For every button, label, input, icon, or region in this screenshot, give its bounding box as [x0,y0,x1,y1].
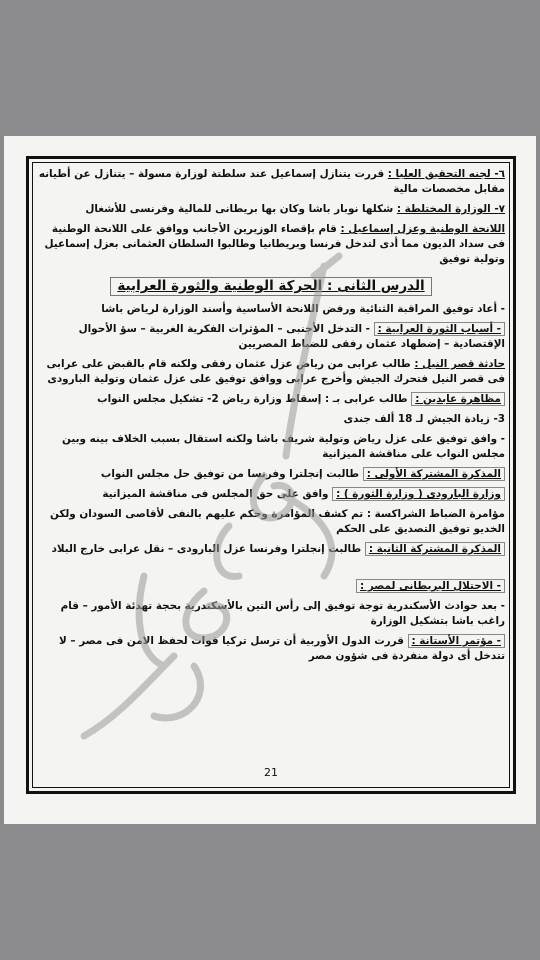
line-heading: المذكرة المشتركة الثانية : [365,542,505,556]
lesson-title: الدرس الثانى : الحركة الوطنية والثورة العرابية [110,277,431,296]
line-heading: حادثة قصر النيل : [414,358,505,370]
line-text: مؤامرة الضباط الشراكسة : تم كشف المؤامرة وحكم عليهم بالنفى لأقاصى السودان ولكن الخديو توفيق التصديق على الحكم [49,508,505,535]
line-text: 3- زيادة الجيش لـ 18 ألف جندى [343,413,505,425]
line-heading: ٧- الوزارة المختلطة : [396,203,505,215]
line-first-joint-note [37,467,505,482]
document-page [4,136,536,824]
line-text: طالب عرابى بـ : إسقاط وزارة رياض 2- تشكيل مجلس النواب [97,393,408,405]
line-text: قام بإقصاء الوزيرين الأجانب ووافق على اللانحة الوطنية فى سداد الديون مما أدى لتدخل فرنسا وبريطانيا وطالبوا السلطان العثمانى بعزل إسماعيل وتولية توفيق [44,223,505,265]
line-heading: المذكرة المشتركة الأولى : [363,467,505,481]
line-text: - التدخل الأجنبى – المؤثرات الفكرية الغربية – سؤ الأحوال الإقتصادية – إضطهاد عثمان رفقى للضباط المصريين [78,323,505,350]
line-heading: وزارة البارودى ( وزارة الثورة ) : [332,487,505,501]
line-heading: - أسباب الثورة العرابية : [374,322,505,336]
line-text: طالب عرابى من رياض عزل عثمان رفقى ولكنه قام بالقبض على عرابى فى قصر النيل فتحرك الجيش وأخرج عرابى ووافق توفيق على عزل عثمان وتولية البارودى [46,358,505,385]
line-text: قررت يتنازل إسماعيل عند سلطتة لوزارة مسولة – يتنازل عن أطيانه مقابل مخصصات مالية [38,168,505,195]
line-text: - أعاد توفيق المراقبة الثنائية ورفض اللانحة الأساسية وأسند الوزارة لرياض باشا [101,303,505,315]
line-text: وافق على حق المجلس فى مناقشة الميزانية [102,488,329,500]
line-revolution-causes [37,322,505,352]
section-occupation [37,579,505,594]
line-text: شكلها نوبار باشا وكان بها بريطانى للمالية وفرنسى للأشغال [85,203,394,215]
page-content [37,167,505,751]
line-sherif-ministry [37,432,505,462]
line-text: طالبت إنجلترا وفرنسا عزل البارودى – نقل عرابى خارج البلاد [51,543,362,555]
bottom-dark-margin [0,824,540,960]
section-heading: - الاحتلال البريطانى لمصر : [356,579,505,593]
line-heading: مظاهرة عابدين : [411,392,505,406]
line-baroudi-ministry [37,487,505,502]
line-text: طالبت إنجلترا وفرنسا من توفيق حل مجلس النواب [100,468,360,480]
line-istanbul-conference [37,634,505,664]
line-qasr-el-nil [37,357,505,387]
line-heading: - مؤتمر الأستانة : [408,634,505,648]
line-tawfiq-restored [37,302,505,317]
page-number: 21 [264,766,278,779]
line-mixed-ministry [37,202,505,217]
line-heading: اللانحة الوطنية وعزل إسماعيل : [340,223,505,235]
line-alexandria-events [37,599,505,629]
line-abdeen-demonstration [37,392,505,407]
line-heading: ٦- لجنه التحقيق العليا : [387,168,505,180]
line-army-increase [37,412,505,427]
line-text: - وافق توفيق على عزل رياض وتولية شريف باشا ولكنه استقال بسبب الخلاف بينه وبين مجلس النواب على مناقشة الميزانية [62,433,505,460]
top-dark-margin [0,0,540,136]
line-investigation-committee [37,167,505,197]
lesson-title-wrap [37,277,505,296]
line-national-regulation [37,222,505,267]
line-circassian-conspiracy [37,507,505,537]
line-text: - بعد حوادث الأسكندرية توجة توفيق إلى رأس التين بالأسكندرية بحجة تهدئة الأمور – قام راغب باشا بتشكيل الوزارة [60,600,505,627]
line-second-joint-note [37,542,505,557]
line-text: قررت الدول الأوربية أن ترسل تركيا قوات لحفظ الامن فى مصر – لا تتدخل أى دولة منفردة فى شؤون مصر [59,635,505,662]
page-border [26,156,516,794]
